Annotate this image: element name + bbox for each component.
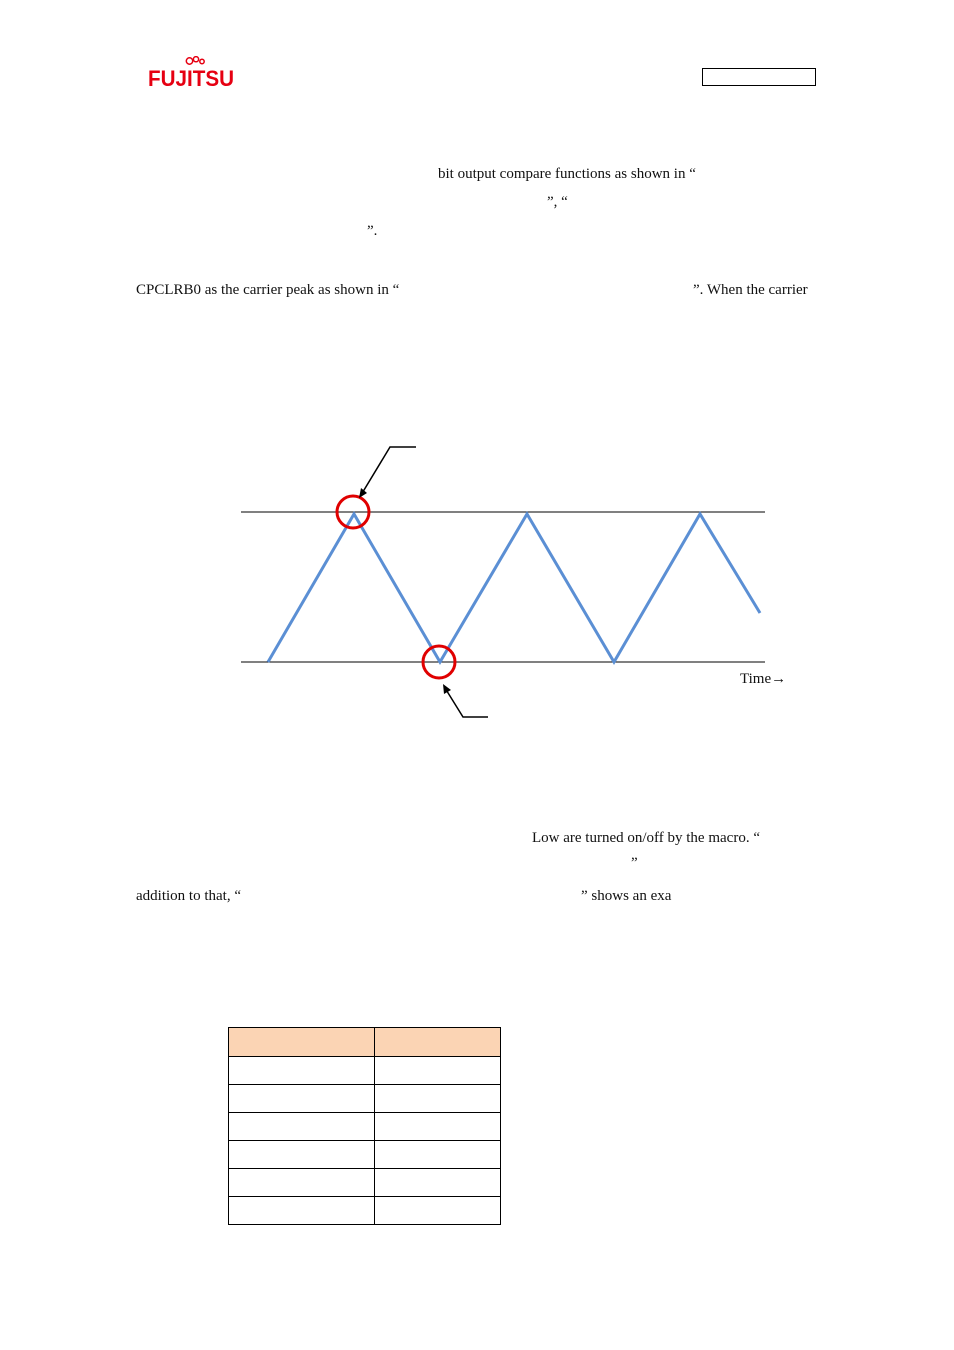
body-text-line-3: ”. xyxy=(367,223,378,239)
triangle-wave xyxy=(268,514,760,662)
body-text-line-1: bit output compare functions as shown in “ xyxy=(438,166,696,182)
body-text-line-4b: ”. When the carrier xyxy=(693,282,808,298)
body-text-line-5: Low are turned on/off by the macro. “ xyxy=(532,830,760,846)
document-number-box xyxy=(702,68,816,86)
svg-text:FUJITSU: FUJITSU xyxy=(148,66,234,91)
bottom-callout-arrow xyxy=(445,688,488,717)
body-text-line-6: ” xyxy=(631,855,638,871)
table-row xyxy=(229,1169,501,1197)
table-cell xyxy=(375,1113,501,1141)
peak-marker-circle xyxy=(337,496,369,528)
peak-arrow-head xyxy=(359,488,367,498)
table-cell xyxy=(229,1141,375,1169)
table-cell xyxy=(229,1057,375,1085)
table-cell xyxy=(375,1197,501,1225)
table-cell xyxy=(229,1113,375,1141)
table-cell xyxy=(229,1197,375,1225)
table-header-row xyxy=(229,1028,501,1057)
table-cell xyxy=(375,1169,501,1197)
table-row xyxy=(229,1141,501,1169)
table-row xyxy=(229,1113,501,1141)
body-text-line-4a: CPCLRB0 as the carrier peak as shown in “ xyxy=(136,282,400,298)
table-cell xyxy=(375,1085,501,1113)
data-table xyxy=(228,1027,501,1225)
table-row xyxy=(229,1085,501,1113)
bottom-arrow-head xyxy=(443,684,451,694)
table-cell xyxy=(229,1085,375,1113)
table-row xyxy=(229,1057,501,1085)
table-cell xyxy=(375,1028,501,1057)
table-row xyxy=(229,1197,501,1225)
body-text-line-2: ”, “ xyxy=(547,194,568,210)
peak-callout-arrow xyxy=(361,447,416,495)
time-axis-label: Time→ xyxy=(740,671,787,687)
table-cell xyxy=(229,1028,375,1057)
table-cell xyxy=(375,1057,501,1085)
table-cell xyxy=(229,1169,375,1197)
bottom-marker-circle xyxy=(423,646,455,678)
body-text-line-7b: ” shows an exa xyxy=(581,888,672,904)
table-cell xyxy=(375,1141,501,1169)
fujitsu-logo xyxy=(148,56,238,96)
body-text-line-7a: addition to that, “ xyxy=(136,888,241,904)
